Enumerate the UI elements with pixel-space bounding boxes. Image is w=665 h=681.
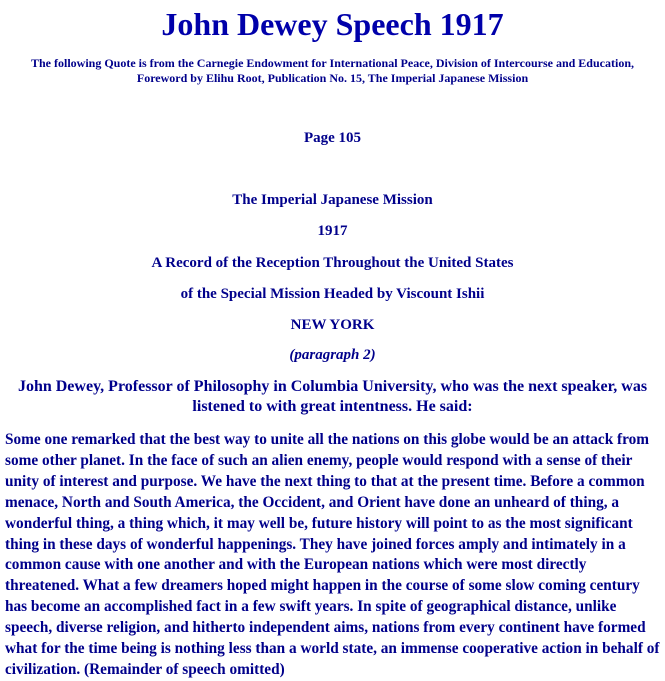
speaker-introduction: John Dewey, Professor of Philosophy in Columbia University, who was the next speaker, was listened to with great intentness. He said: [17, 378, 648, 415]
mission-title: The Imperial Japanese Mission [232, 192, 433, 208]
speech-quote: Some one remarked that the best way to unite all the nations on this globe would be an attack from some other planet. In the face of such an alien enemy, people would respond with a sense of their unity of interest and purpose. We have the next thing to that at the present time. Before a common menace, North and South America, the Occident, and Orient have done an unheard of thing, a wonderful thing, a thing which, it may well be, future history will point to as the most significant thing in these days of wonderful happenings. They have joined forces amply and intimately in a common cause with one another and with the European nations which were most directly threatened. What a few dreamers hoped might happen in the course of some slow coming century has become an accomplished fact in a few swift years. In spite of geographical distance, unlike speech, diverse religion, and hitherto independent aims, nations from every continent have formed what for the time being is nothing less than a world state, an immense cooperative action in behalf of civilization. (Remainder of speech omitted) [5, 431, 660, 678]
mission-year: 1917 [317, 223, 348, 239]
record-line-1: A Record of the Reception Throughout the United States [151, 255, 514, 271]
source-citation: The following Quote is from the Carnegie Endowment for International Peace, Division of Intercourse and Education, Foreword by Elihu Root, Publication No. 15, The Imperial Japanese Mission [31, 56, 634, 85]
record-line-2: of the Special Mission Headed by Viscount Ishii [180, 286, 485, 302]
page-title: John Dewey Speech 1917 [161, 6, 504, 42]
paragraph-reference: (paragraph 2) [289, 347, 376, 363]
location-heading: NEW YORK [290, 317, 375, 333]
page-reference: Page 105 [303, 130, 362, 146]
